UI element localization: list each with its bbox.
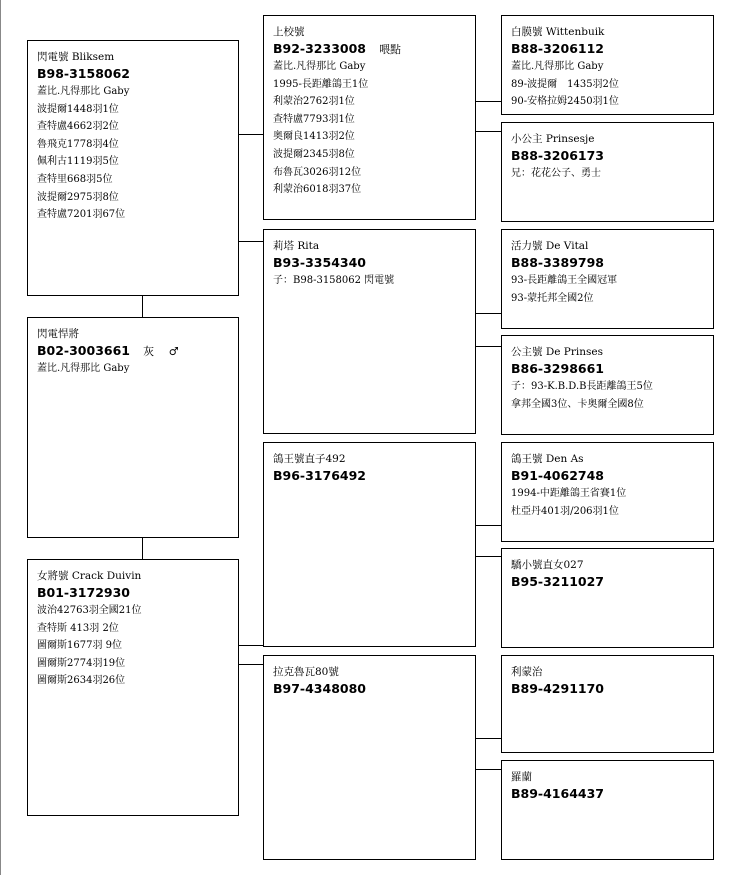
achievement-line: 89-波提爾 1435羽2位 xyxy=(511,78,619,90)
achievement-line: 兄：花花公子、勇士 xyxy=(511,168,601,179)
achievement-line: 波提爾2975羽8位 xyxy=(37,191,119,203)
ring-number: B91-4062748 xyxy=(511,468,604,483)
achievement-line: 93-蒙托邦全國2位 xyxy=(511,292,594,304)
pigeon-name: 小公主 Prinsesje xyxy=(511,133,595,145)
connector-line xyxy=(476,769,501,770)
connector-line xyxy=(239,645,263,646)
ring-number xyxy=(37,342,238,360)
pigeon-name: 拉克魯瓦80號 xyxy=(273,666,339,678)
ring-number: B89-4164437 xyxy=(511,786,604,801)
pedigree-box-ss-sire xyxy=(501,15,714,115)
pigeon-name: 公主號 De Prinses xyxy=(511,346,604,358)
ring-number: B88-3389798 xyxy=(511,255,604,270)
achievement-line: 圖爾斯2634羽26位 xyxy=(37,675,126,687)
pedigree-box-subject xyxy=(27,317,239,538)
connector-line xyxy=(239,664,263,665)
ring-number: B96-3176492 xyxy=(273,468,366,483)
pigeon-name: 鴿王號直子492 xyxy=(273,453,346,465)
connector-line xyxy=(239,134,263,135)
achievement-line: 蓋比.凡得那比 Gaby xyxy=(273,61,366,72)
connector-line xyxy=(476,525,501,526)
ring-number: B95-3211027 xyxy=(511,574,604,589)
achievement-line: 查特盧4662羽2位 xyxy=(37,121,119,133)
achievement-line: 波治42763羽全國21位 xyxy=(37,605,142,616)
pedigree-box-sire-dam xyxy=(263,229,476,434)
achievement-line: 波提爾2345羽8位 xyxy=(273,148,355,160)
achievement-line: 1995-長距離鴿王1位 xyxy=(273,78,369,90)
achievement-line: 查特盧7793羽1位 xyxy=(273,113,355,125)
pigeon-name: 閃電悍將 xyxy=(37,328,79,340)
achievement-line: 蓋比.凡得那比 Gaby xyxy=(37,363,130,374)
pedigree-box-dd-sire xyxy=(501,655,714,753)
ring-number xyxy=(273,40,475,58)
achievement-line: 佩利古1119羽5位 xyxy=(37,156,119,168)
pigeon-name: 閃電號 Bliksem xyxy=(37,51,115,63)
ring-number: B93-3354340 xyxy=(273,255,366,270)
achievement-line: 1994-中距離鴿王省賽1位 xyxy=(511,488,627,499)
pedigree-box-sire xyxy=(27,40,239,296)
ring-number: B01-3172930 xyxy=(37,585,130,600)
pigeon-name: 上校號 xyxy=(273,26,305,38)
connector-line xyxy=(476,346,501,347)
connector-line xyxy=(476,556,501,557)
achievement-line: 子：B98-3158062 閃電號 xyxy=(273,275,395,286)
achievement-line: 利蒙治6018羽37位 xyxy=(273,184,362,196)
pedigree-box-dam xyxy=(27,559,239,816)
page-left-border xyxy=(0,0,1,875)
pigeon-name: 驕小號直女027 xyxy=(511,559,584,571)
achievement-line: 杜亞丹401羽/206羽1位 xyxy=(511,505,619,517)
pedigree-box-sd-dam xyxy=(501,335,714,435)
connector-line xyxy=(239,241,263,242)
pigeon-name: 女將號 Crack Duivin xyxy=(37,570,142,582)
connector-line xyxy=(476,131,501,132)
connector-line xyxy=(476,738,501,739)
pedigree-box-sd-sire xyxy=(501,229,714,329)
achievement-line: 布魯瓦3026羽12位 xyxy=(273,166,362,178)
connector-line xyxy=(476,313,501,314)
pedigree-box-dam-sire xyxy=(263,442,476,647)
male-symbol-icon: ♂ xyxy=(168,345,179,358)
pigeon-name: 鴿王號 Den As xyxy=(511,453,584,465)
pedigree-box-dam-dam xyxy=(263,655,476,860)
ring-number: B89-4291170 xyxy=(511,681,604,696)
pigeon-name: 莉塔 Rita xyxy=(273,240,320,252)
pedigree-box-ds-dam xyxy=(501,548,714,648)
pedigree-box-sire-sire xyxy=(263,15,476,220)
achievement-line: 子：93-K.B.D.B長距離鴿王5位 xyxy=(511,381,653,392)
achievement-line: 查特里668羽5位 xyxy=(37,173,113,185)
ring-number: B86-3298661 xyxy=(511,361,604,376)
achievement-line: 利蒙治2762羽1位 xyxy=(273,96,355,108)
pigeon-name: 活力號 De Vital xyxy=(511,240,589,252)
connector-line xyxy=(142,538,143,559)
ring-value: B92-3233008 xyxy=(273,41,366,56)
ring-number: B97-4348080 xyxy=(273,681,366,696)
ring-note: 喂點 xyxy=(379,43,402,56)
color-label: 灰 xyxy=(143,345,155,358)
achievement-line: 奥爾良1413羽2位 xyxy=(273,131,355,143)
achievement-line: 查特斯 413羽 2位 xyxy=(37,622,119,634)
ring-number: B88-3206112 xyxy=(511,41,604,56)
connector-line xyxy=(142,296,143,317)
achievement-line: 波提爾1448羽1位 xyxy=(37,103,119,115)
achievement-line: 蓋比.凡得那比 Gaby xyxy=(37,86,130,97)
achievement-line: 查特盧7201羽67位 xyxy=(37,209,126,221)
ring-number: B88-3206173 xyxy=(511,148,604,163)
achievement-line: 93-長距離鴿王全國冠軍 xyxy=(511,275,618,286)
pedigree-box-ss-dam xyxy=(501,122,714,222)
achievement-line: 拿邦全國3位、卡奥爾全國8位 xyxy=(511,398,644,410)
achievement-line: 圖爾斯2774羽19位 xyxy=(37,657,126,669)
pigeon-name: 羅蘭 xyxy=(511,771,532,783)
ring-number: B98-3158062 xyxy=(37,66,130,81)
achievement-line: 魯飛克1778羽4位 xyxy=(37,138,119,150)
achievement-line: 蓋比.凡得那比 Gaby xyxy=(511,61,604,72)
connector-line xyxy=(476,101,501,102)
pigeon-name: 利蒙治 xyxy=(511,666,543,678)
ring-value: B02-3003661 xyxy=(37,343,130,358)
achievement-line: 圖爾斯1677羽 9位 xyxy=(37,640,122,652)
pedigree-box-ds-sire xyxy=(501,442,714,542)
achievement-line: 90-安格拉姆2450羽1位 xyxy=(511,96,619,108)
pedigree-box-dd-dam xyxy=(501,760,714,860)
pigeon-name: 白膜號 Wittenbuik xyxy=(511,26,605,38)
